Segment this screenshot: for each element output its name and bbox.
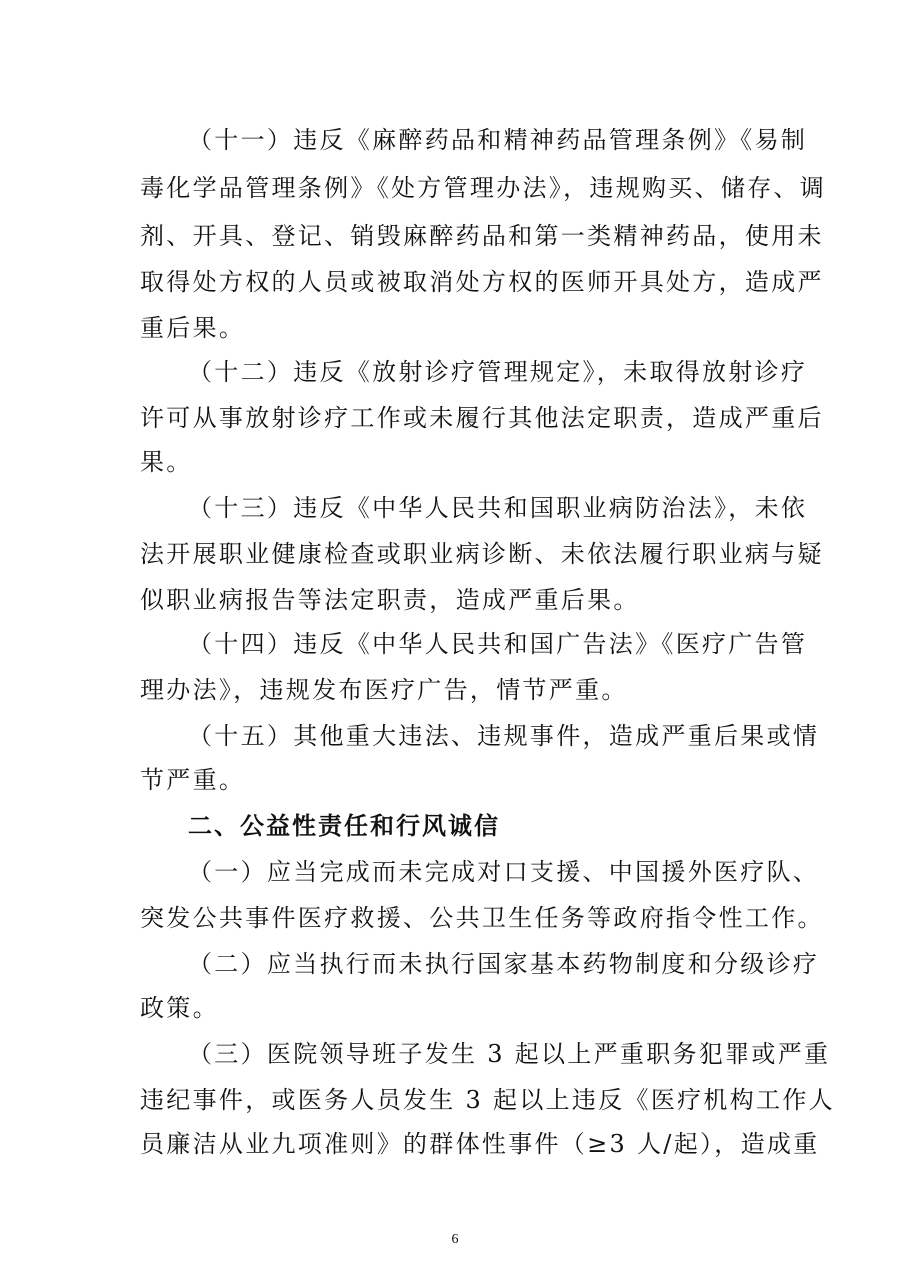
s2-item-3-line-2: 违纪事件，或医务人员发生 3 起以上违反《医疗机构工作人 xyxy=(140,1086,835,1114)
s2-item-3-line-1: （三）医院领导班子发生 3 起以上严重职务犯罪或严重 xyxy=(188,1040,831,1068)
item-14-line-1: （十四）违反《中华人民共和国广告法》《医疗广告管 xyxy=(188,630,808,658)
s2-item-1-line-2: 突发公共事件医疗救援、公共卫生任务等政府指令性工作。 xyxy=(140,904,824,932)
item-12-line-2: 许可从事放射诊疗工作或未履行其他法定职责，造成严重后 xyxy=(140,404,824,432)
item-12-line-1: （十二）违反《放射诊疗管理规定》，未取得放射诊疗 xyxy=(188,358,808,386)
item-11-line-1: （十一）违反《麻醉药品和精神药品管理条例》《易制 xyxy=(188,126,808,154)
item-13-line-2: 法开展职业健康检查或职业病诊断、未依法履行职业病与疑 xyxy=(140,540,824,568)
page-number: 6 xyxy=(451,1232,459,1247)
section-heading: 二、公益性责任和行风诚信 xyxy=(188,812,500,840)
item-15-line-1: （十五）其他重大违法、违规事件，造成严重后果或情 xyxy=(188,722,820,750)
item-11-line-5: 重后果。 xyxy=(140,314,246,342)
item-11-line-4: 取得处方权的人员或被取消处方权的医师开具处方，造成严 xyxy=(140,268,824,296)
s2-item-3-line-3: 员廉洁从业九项准则》的群体性事件（≥3 人/起），造成重 xyxy=(140,1130,820,1158)
item-11-line-3: 剂、开具、登记、销毁麻醉药品和第一类精神药品，使用未 xyxy=(140,222,824,250)
item-11-line-2: 毒化学品管理条例》《处方管理办法》，违规购买、储存、调 xyxy=(140,174,827,202)
s2-item-2-line-1: （二）应当执行而未执行国家基本药物制度和分级诊疗 xyxy=(188,950,820,978)
item-12-line-3: 果。 xyxy=(140,448,193,476)
item-15-line-2: 节严重。 xyxy=(140,766,246,794)
s2-item-2-line-2: 政策。 xyxy=(140,994,219,1022)
item-14-line-2: 理办法》，违规发布医疗广告，情节严重。 xyxy=(140,676,628,704)
item-13-line-3: 似职业病报告等法定职责，造成严重后果。 xyxy=(140,586,640,614)
item-13-line-1: （十三）违反《中华人民共和国职业病防治法》，未依 xyxy=(188,494,808,522)
s2-item-1-line-1: （一）应当完成而未完成对口支援、中国援外医疗队、 xyxy=(188,858,820,886)
